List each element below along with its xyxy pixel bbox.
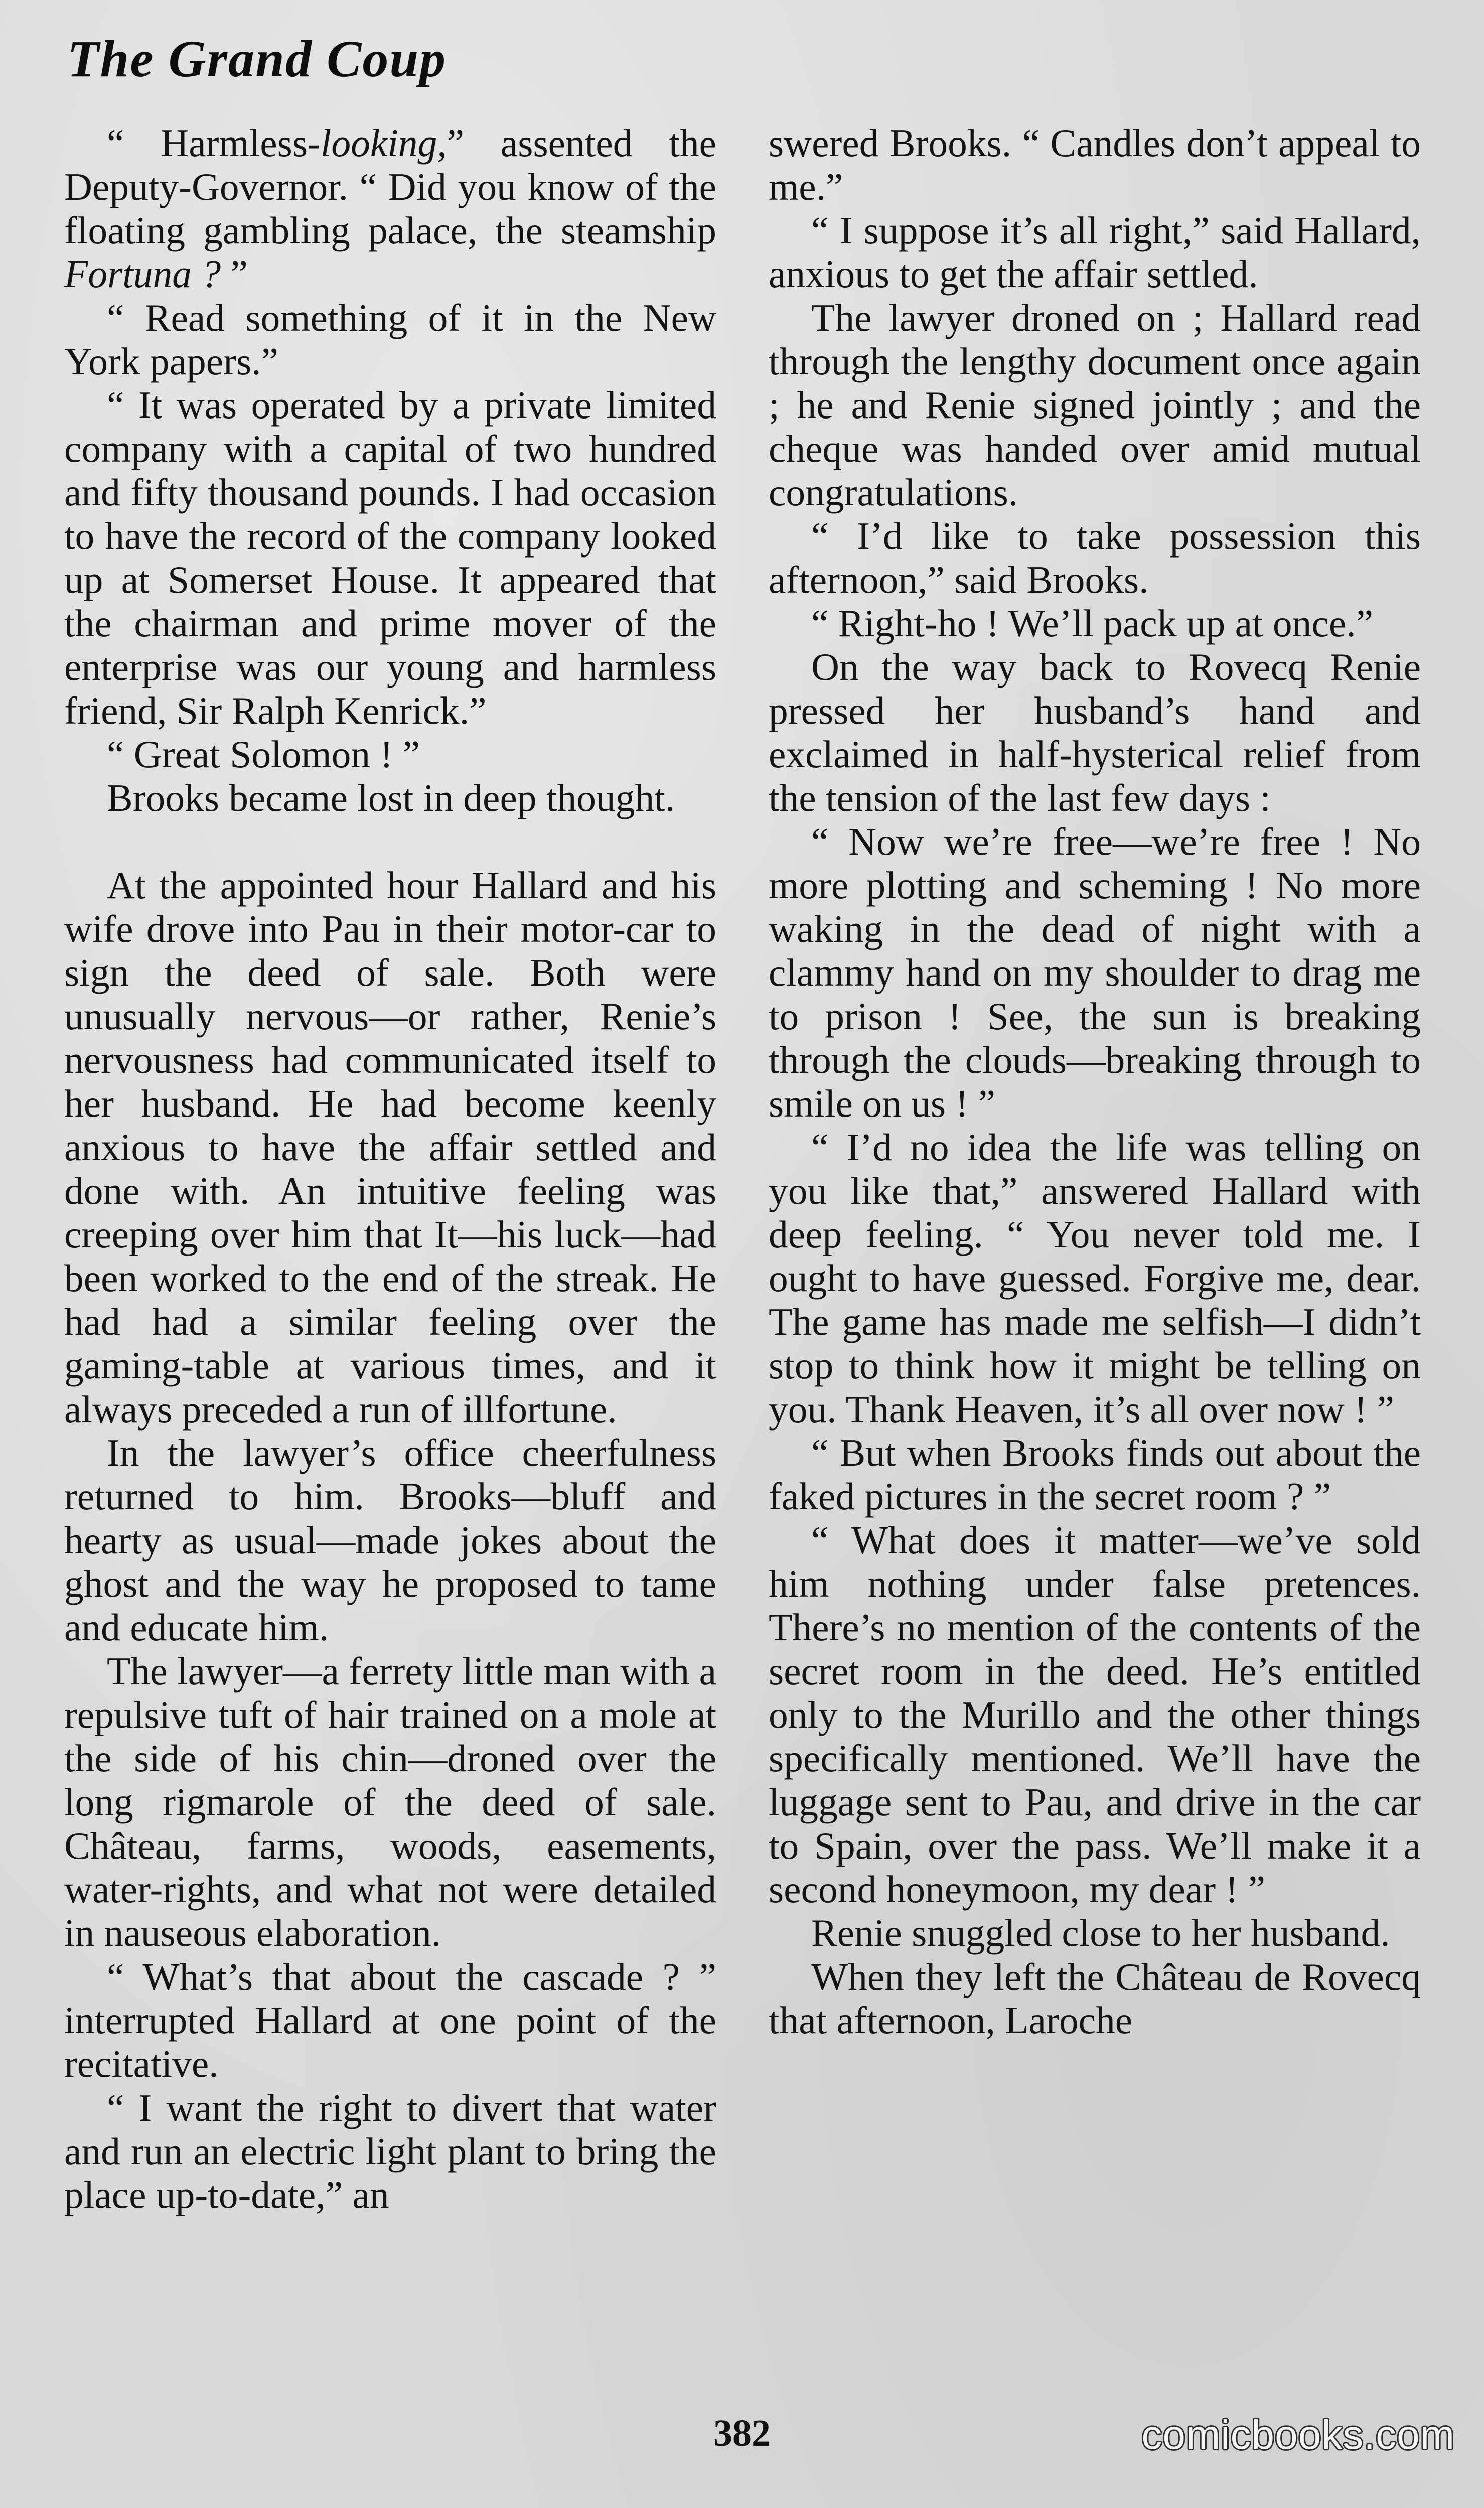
watermark: comicbooks.com — [1141, 2412, 1455, 2458]
paragraph: At the appointed hour Hallard and his wife drove into Pau in their motor-car to sign the deed of sale. Both were unusually nervous—or rather, Renie’s nervousness had communicated itself to her husband. He had become keenly anxious to have the affair settled and done with. An intuitive feeling was creeping over him that It—his luck—had been worked to the end of the streak. He had had a similar feeling over the gaming-table at various times, and it always preceded a run of illfortune. — [64, 864, 716, 1431]
paragraph: Renie snuggled close to her husband. — [811, 1911, 1390, 1955]
paragraph: Brooks became lost in deep thought. — [107, 776, 675, 819]
text-run: ” — [221, 252, 248, 296]
text-run: ” assented the Deputy-Governor. “ Did you know of the floating gambling palace, the steamship — [64, 121, 717, 252]
paragraph: “ Now we’re free—we’re free ! No more plotting and scheming ! No more waking in the dead of night with a clammy hand on my shoulder to drag me to prison ! See, the sun is breaking through the clouds—breaking through to smile on us ! ” — [769, 820, 1421, 1125]
page-number: 382 — [713, 2412, 771, 2454]
paragraph: “ I’d like to take possession this afternoon,” said Brooks. — [769, 514, 1421, 601]
paragraph: “ What’s that about the cascade ? ” interrupted Hallard at one point of the recitative. — [64, 1955, 716, 2085]
paragraph: “ I suppose it’s all right,” said Hallard, anxious to get the affair settled. — [769, 209, 1421, 296]
paragraph: “ What does it matter—we’ve sold him nothing under false pretences. There’s no mention of the contents of the secret room in the deed. He’s entitled only to the Murillo and the other things specifically mentioned. We’ll have the luggage sent to Pau, and drive in the car to Spain, over the pass. We’ll make it a second honeymoon, my dear ! ” — [769, 1518, 1421, 1911]
paragraph: “ But when Brooks finds out about the faked pictures in the secret room ? ” — [769, 1431, 1421, 1518]
paragraph: “ I’d no idea the life was telling on you like that,” answered Hallard with deep feeling. “ You never told me. I ought to have guessed. Forgive me, dear. The game has made me selfish—I didn’t stop to think how it might be telling on you. Thank Heaven, it’s all over now ! ” — [769, 1126, 1421, 1431]
italic-text: looking, — [320, 121, 447, 165]
paragraph: In the lawyer’s office cheerfulness returned to him. Brooks—bluff and hearty as usual—made jokes about the ghost and the way he proposed to tame and educate him. — [64, 1431, 716, 1649]
right-column — [769, 121, 1421, 2042]
ship-name: Fortuna ? — [64, 252, 221, 296]
paragraph: “ It was operated by a private limited company with a capital of two hundred and fifty thousand pounds. I had occasion to have the record of the company looked up at Somerset House. It appeared that the chairman and prime mover of the enterprise was our young and harmless friend, Sir Ralph Kenrick.” — [64, 383, 716, 732]
paragraph: The lawyer droned on ; Hallard read through the lengthy document once again ; he and Renie signed jointly ; and the cheque was handed over amid mutual congratulations. — [769, 296, 1421, 514]
paragraph: “ I want the right to divert that water and run an electric light plant to bring the place up-to-date,” an — [64, 2086, 716, 2216]
paragraph: “ Read something of it in the New York papers.” — [64, 296, 716, 383]
paragraph — [64, 121, 716, 296]
paragraph: “ Great Solomon ! ” — [107, 733, 420, 776]
paragraph: When they left the Château de Rovecq that afternoon, Laroche — [769, 1955, 1421, 2042]
paragraph: swered Brooks. “ Candles don’t appeal to me.” — [769, 121, 1421, 208]
paragraph: “ Right-ho ! We’ll pack up at once.” — [811, 602, 1374, 645]
paragraph: On the way back to Rovecq Renie pressed her husband’s hand and exclaimed in half-hysterical relief from the tension of the last few days : — [769, 645, 1421, 819]
left-column — [64, 121, 716, 2217]
page-title: The Grand Coup — [67, 30, 447, 88]
text-run: “ Harmless- — [107, 121, 321, 165]
paragraph: The lawyer—a ferrety little man with a repulsive tuft of hair trained on a mole at the side of his chin—droned over the long rigmarole of the deed of sale. Château, farms, woods, easements, water-rights, and what not were detailed in nauseous elaboration. — [64, 1649, 716, 1955]
